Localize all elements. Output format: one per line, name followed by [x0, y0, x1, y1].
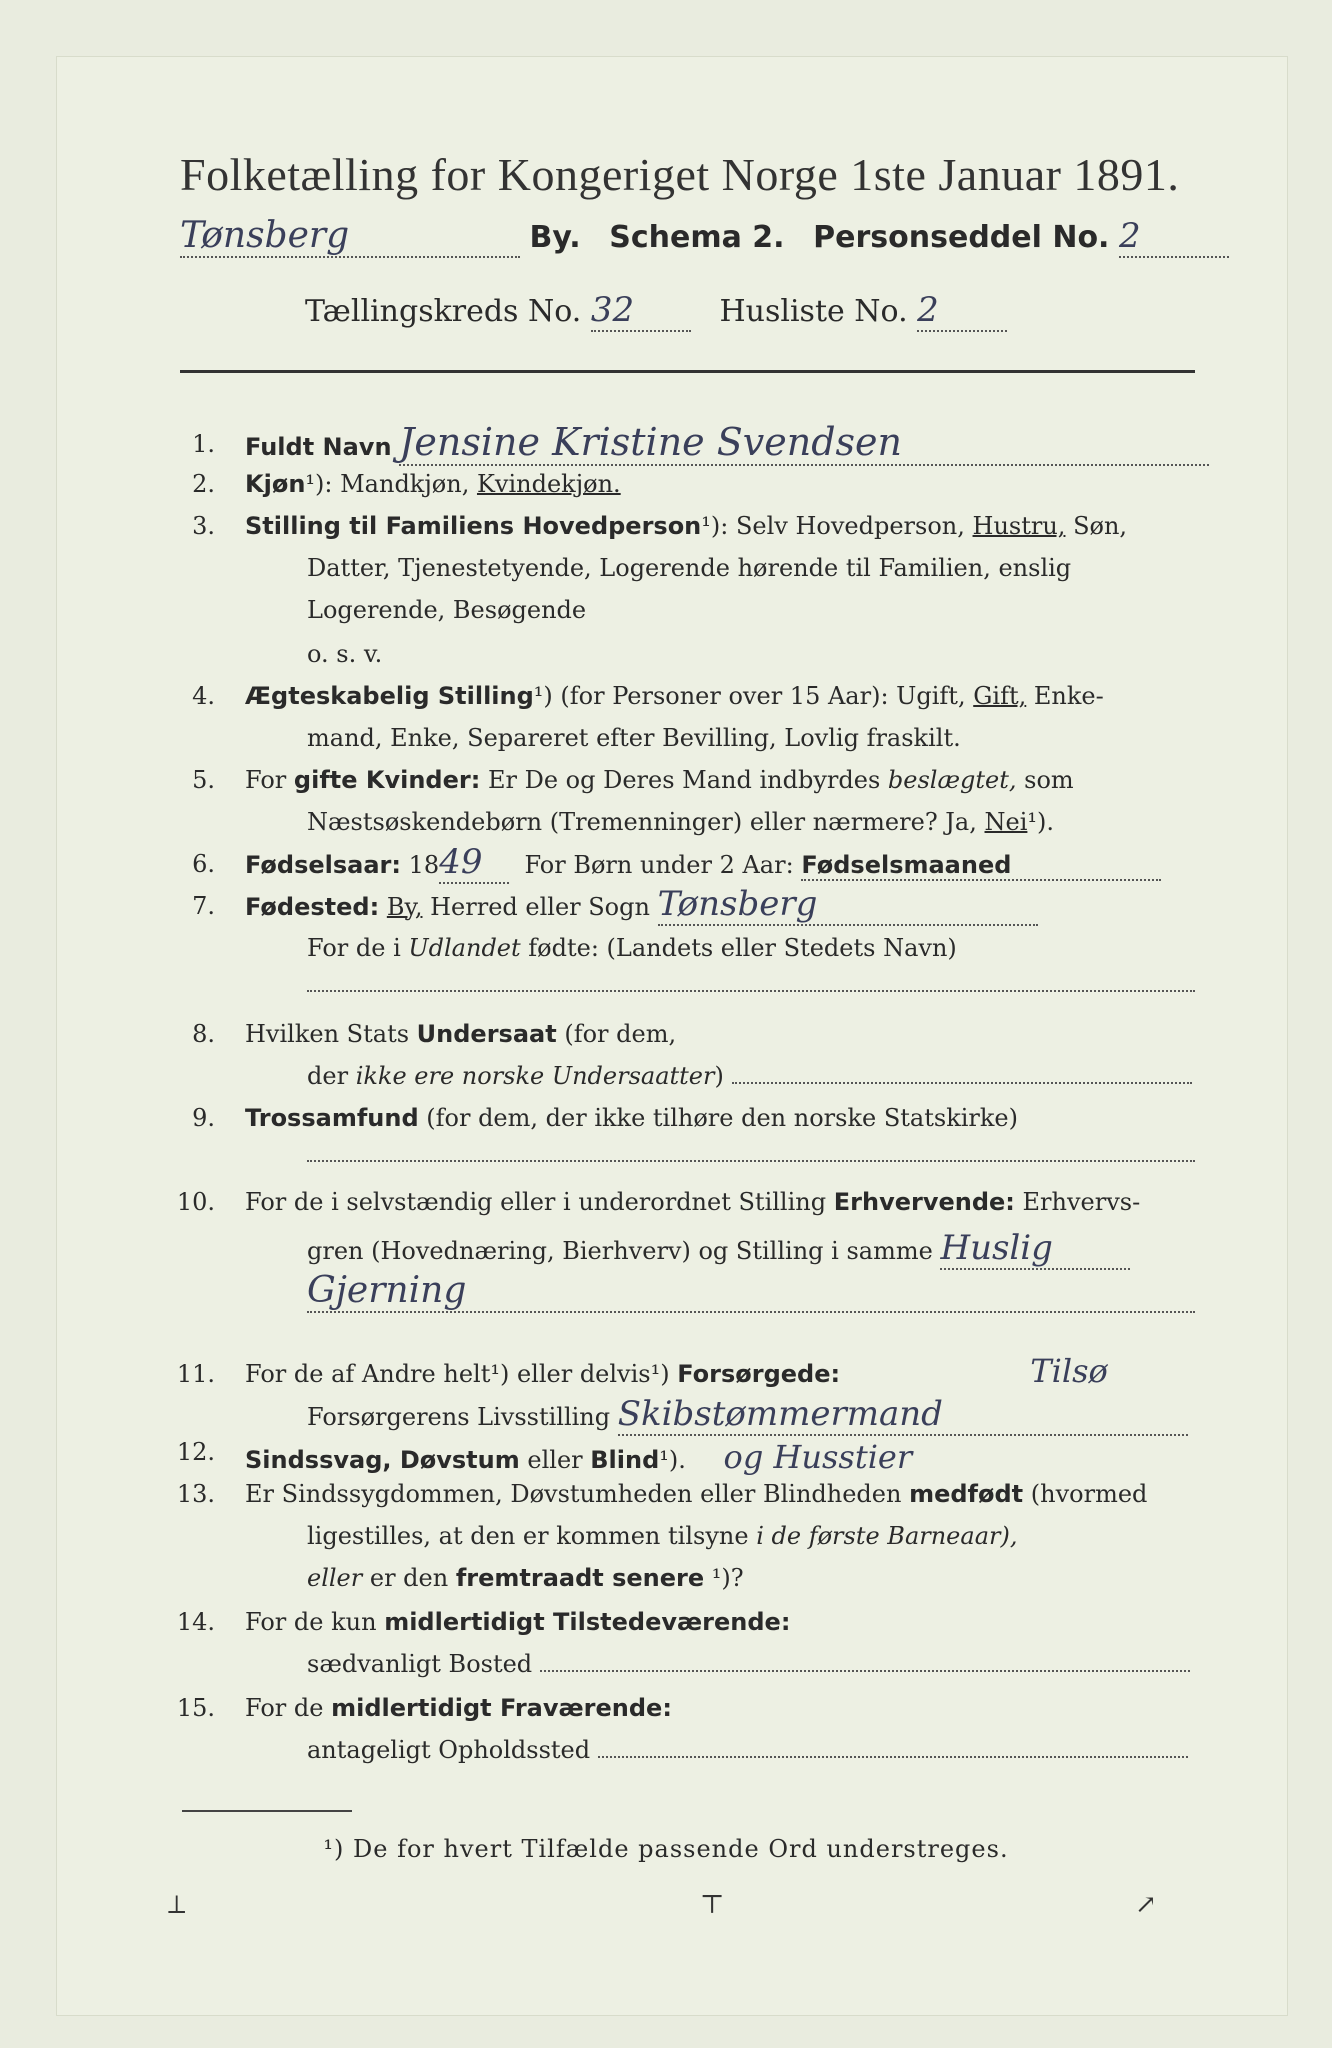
blank-line: [598, 1756, 1188, 1758]
item-forsorgede: [245, 1352, 1108, 1390]
item-label: fremtraadt senere: [455, 1564, 705, 1592]
item-fravaer-line2: [307, 1736, 1188, 1764]
item-text: Enke-: [1033, 682, 1104, 710]
item-text: er den: [369, 1564, 449, 1592]
item-text: 18: [408, 851, 440, 879]
underlined-answer: Hustru,: [972, 512, 1066, 540]
item-aegteskab: [245, 682, 1104, 710]
supporter-handwritten: Tilsø: [1030, 1352, 1108, 1390]
husliste-handwritten: 2: [917, 290, 1007, 332]
item-label: Fødselsmaaned: [801, 851, 1161, 881]
schema-label: Schema 2.: [609, 220, 785, 255]
item-fodselsaar: [245, 842, 1161, 884]
item-text: ¹)?: [711, 1564, 744, 1592]
item-text: Datter, Tjenestetyende, Logerende hørende til Familien, enslig: [307, 554, 1072, 582]
kreds-label: Tællingskreds No.: [305, 294, 582, 329]
item-number: 7.: [192, 892, 215, 920]
item-fravaer: [245, 1694, 672, 1722]
item-trossamfund: [245, 1104, 1018, 1132]
item-text: For de af Andre helt¹) eller delvis¹): [245, 1360, 670, 1388]
item-erhverv: [245, 1188, 1140, 1216]
occupation-handwritten: Huslig: [940, 1228, 1130, 1270]
item-medfodt-line2: [307, 1522, 1017, 1550]
underlined-answer: Nei: [984, 808, 1028, 836]
item-text: For Børn under 2 Aar:: [524, 851, 794, 879]
item-italic: i de første Barneaar),: [756, 1522, 1018, 1550]
blank-line: [540, 1670, 1190, 1672]
item-label: Forsørgede:: [677, 1360, 841, 1388]
personseddel-label: Personseddel No.: [813, 220, 1110, 255]
item-number: 9.: [192, 1104, 215, 1132]
header-kreds-line: [305, 290, 1007, 332]
registration-mark-center: ⊤: [700, 1890, 725, 1920]
item-sindssvag: [245, 1438, 912, 1476]
item-label: midlertidigt Fraværende:: [331, 1694, 672, 1722]
item-text: o. s. v.: [307, 640, 383, 668]
item-text: Næstsøskendebørn (Tremenninger) eller nærmere? Ja,: [307, 808, 977, 836]
item-number: 1.: [192, 430, 215, 458]
item-label: Stilling til Familiens Hovedperson: [245, 512, 702, 540]
item-number: 13.: [176, 1480, 215, 1508]
item-label: Fuldt Navn: [245, 433, 392, 461]
item-undersaat: [245, 1020, 676, 1048]
footnote: ¹) De for hvert Tilfælde passende Ord understreges.: [323, 1835, 1009, 1863]
item-number: 4.: [192, 682, 215, 710]
item-fuldt-navn: [245, 420, 1209, 466]
item-text: Erhvervs-: [1022, 1188, 1141, 1216]
item-text: For de i selvstændig eller i underordnet Stilling: [245, 1188, 827, 1216]
item-text: Forsørgerens Livsstilling: [307, 1403, 611, 1431]
item-label: Undersaat: [416, 1020, 557, 1048]
item-forsorgede-line2: [307, 1394, 1188, 1436]
item-label: Blind: [590, 1446, 660, 1474]
name-handwritten: Jensine Kristine Svendsen: [399, 420, 1209, 466]
item-number: 10.: [176, 1188, 215, 1216]
item-text: For de i: [307, 934, 401, 962]
blank-line: [732, 1082, 1192, 1084]
item-label: gifte Kvinder:: [293, 766, 481, 794]
header-rule: [180, 370, 1195, 373]
item-text: ¹) (for Personer over 15 Aar): Ugift,: [533, 682, 966, 710]
item-text: ¹).: [1027, 808, 1055, 836]
item-number: 5.: [192, 766, 215, 794]
item-tilstede-line2: [307, 1650, 1190, 1678]
item-text: Er Sindssygdommen, Døvstumheden eller Blindheden: [245, 1480, 902, 1508]
by-label: By.: [529, 220, 581, 255]
item-italic: beslægtet,: [887, 766, 1017, 794]
underlined-answer: Gift,: [973, 682, 1027, 710]
item-medfodt: [245, 1480, 1147, 1508]
item-fodested-line2: [307, 934, 957, 962]
occupation-handwritten-2: Gjerning: [307, 1270, 1195, 1313]
item-text: Logerende, Besøgende: [307, 596, 587, 624]
supporter-handwritten-3: og Husstier: [723, 1438, 913, 1476]
blank-line: [307, 1160, 1195, 1162]
husliste-label: Husliste No.: [719, 294, 908, 329]
item-text: ¹): Mandkjøn,: [305, 470, 470, 498]
footnote-rule: [182, 1810, 352, 1812]
item-text: Herred eller Sogn: [430, 893, 650, 921]
item-number: 6.: [192, 850, 215, 878]
supporter-occupation-handwritten: Skibstømmermand: [618, 1394, 1188, 1436]
item-text: ¹): Selv Hovedperson,: [701, 512, 965, 540]
item-text: ¹).: [659, 1446, 686, 1474]
by-handwritten: Tønsberg: [180, 215, 520, 258]
item-gifte-kvinder: [245, 766, 1074, 794]
header-by-line: [180, 215, 1229, 258]
form-title: Folketælling for Kongeriget Norge 1ste Januar 1891.: [180, 149, 1180, 200]
item-medfodt-line3: [307, 1564, 744, 1592]
underlined-answer: By,: [386, 893, 423, 921]
item-erhverv-line2: [307, 1228, 1130, 1270]
item-label: Kjøn: [245, 470, 306, 498]
item-label: Sindssvag, Døvstum: [245, 1446, 520, 1474]
underlined-answer: Kvindekjøn.: [476, 470, 621, 498]
registration-mark-right: ↗: [1135, 1890, 1157, 1920]
personseddel-handwritten: 2: [1119, 216, 1229, 258]
item-italic: eller: [307, 1564, 363, 1592]
item-fodested: [245, 884, 1038, 926]
item-text: (hvormed: [1030, 1480, 1148, 1508]
item-label: Fødested:: [245, 893, 380, 921]
item-number: 8.: [192, 1020, 215, 1048]
item-text: For de: [245, 1694, 324, 1722]
item-text: ): [714, 1062, 724, 1090]
blank-line: [307, 990, 1195, 992]
item-text: som: [1024, 766, 1074, 794]
item-text: For de kun: [245, 1608, 377, 1636]
item-label: Erhvervende:: [833, 1188, 1015, 1216]
item-text: For: [245, 766, 287, 794]
item-stilling: [245, 512, 1127, 540]
item-text: ligestilles, at den er kommen tilsyne: [307, 1522, 749, 1550]
item-number: 2.: [192, 470, 215, 498]
item-erhverv-line3: [307, 1270, 1195, 1313]
birthplace-handwritten: Tønsberg: [658, 884, 1038, 926]
kreds-handwritten: 32: [591, 290, 691, 332]
item-text: antageligt Opholdssted: [307, 1736, 591, 1764]
item-number: 3.: [192, 512, 215, 540]
item-undersaat-line2: [307, 1062, 1192, 1090]
item-kjon: [245, 470, 621, 498]
item-text: mand, Enke, Separeret efter Bevilling, Lovlig fraskilt.: [307, 724, 961, 752]
item-number: 14.: [176, 1608, 215, 1636]
registration-mark-left: ⟂: [168, 1890, 186, 1920]
item-text: der: [307, 1062, 349, 1090]
item-text: (for dem, der ikke tilhøre den norske Statskirke): [426, 1104, 1018, 1132]
item-italic: ikke ere norske Undersaatter: [355, 1062, 715, 1090]
item-number: 11.: [176, 1360, 215, 1388]
year-handwritten: 49: [439, 842, 509, 884]
item-label: Trossamfund: [245, 1104, 419, 1132]
item-number: 12.: [176, 1438, 215, 1466]
item-number: 15.: [176, 1694, 215, 1722]
item-label: Fødselsaar:: [245, 851, 401, 879]
item-text: fødte: (Landets eller Stedets Navn): [528, 934, 957, 962]
item-text: Hvilken Stats: [245, 1020, 410, 1048]
item-text: eller: [527, 1446, 583, 1474]
item-tilstede: [245, 1608, 790, 1636]
item-text: Er De og Deres Mand indbyrdes: [487, 766, 881, 794]
item-italic: Udlandet: [408, 934, 521, 962]
item-text: Søn,: [1073, 512, 1128, 540]
item-label: midlertidigt Tilstedeværende:: [384, 1608, 791, 1636]
item-label: medfødt: [909, 1480, 1024, 1508]
item-text: gren (Hovednæring, Bierhverv) og Stilling i samme: [307, 1237, 933, 1265]
item-label: Ægteskabelig Stilling: [245, 682, 534, 710]
item-gifte-kvinder-line2: [307, 808, 1054, 836]
item-text: sædvanligt Bosted: [307, 1650, 533, 1678]
item-text: (for dem,: [564, 1020, 677, 1048]
